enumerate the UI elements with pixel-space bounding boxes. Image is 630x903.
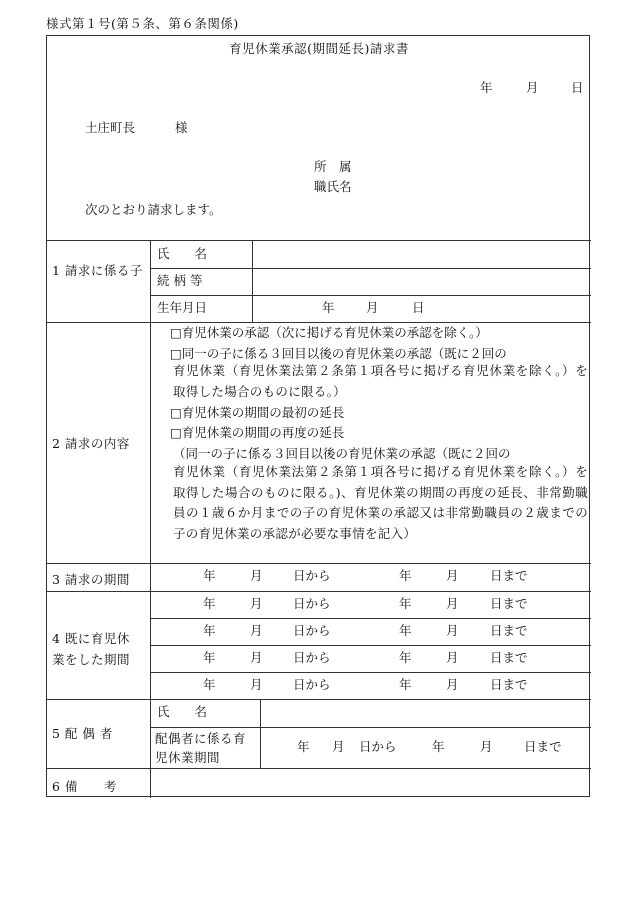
period-month: 月: [250, 568, 263, 583]
section-5-label: 5 配 偶 者: [52, 726, 113, 741]
spouse-period-year: 年: [432, 739, 445, 754]
child-name-label: 氏 名: [157, 246, 208, 261]
period-year: 年: [203, 568, 216, 583]
period-year: 年: [399, 623, 412, 638]
intro-text: 次のとおり請求します。: [85, 202, 222, 217]
period-from: 日から: [293, 677, 331, 692]
option-third-leave-approval[interactable]: □同一の子に係る３回目以後の育児休業の承認（既に２回の: [170, 346, 507, 361]
request-form: [46, 35, 590, 797]
child-relation-label: 続 柄 等: [157, 273, 203, 288]
section-3-label: 3 請求の期間: [52, 572, 130, 587]
section-6-label: 6 備 考: [52, 779, 117, 794]
period-year: 年: [399, 650, 412, 665]
spouse-period-to: 日まで: [524, 739, 562, 754]
section-1-label: 1 請求に係る子: [52, 263, 143, 278]
period-year: 年: [203, 650, 216, 665]
option-first-extension[interactable]: □育児休業の期間の最初の延長: [170, 405, 345, 420]
period-from: 日から: [293, 623, 331, 638]
spouse-period-month: 月: [480, 739, 493, 754]
spouse-period-year: 年: [297, 739, 310, 754]
period-to: 日まで: [490, 650, 528, 665]
period-month: 月: [446, 596, 459, 611]
date-day: 日: [571, 80, 584, 95]
period-to: 日まで: [490, 596, 528, 611]
period-month: 月: [446, 677, 459, 692]
period-to: 日まで: [490, 623, 528, 638]
period-month: 月: [446, 568, 459, 583]
date-month: 月: [526, 80, 539, 95]
period-month: 月: [446, 623, 459, 638]
form-title: 育児休業承認(期間延長)請求書: [229, 41, 409, 56]
spouse-period-from: 日から: [359, 739, 397, 754]
period-month: 月: [250, 623, 263, 638]
period-from: 日から: [293, 650, 331, 665]
period-month: 月: [250, 596, 263, 611]
section-4-label: 4 既に育児休業をした期間: [52, 631, 131, 667]
option-second-extension[interactable]: □育児休業の期間の再度の延長: [170, 425, 345, 440]
addressee-name: 土庄町長: [85, 120, 136, 135]
dob-year: 年: [322, 300, 335, 315]
option-leave-approval[interactable]: □育児休業の承認（次に掲げる育児休業の承認を除く。）: [170, 325, 488, 340]
addressee-honorific: 様: [175, 120, 188, 135]
period-year: 年: [399, 568, 412, 583]
dob-day: 日: [412, 300, 425, 315]
reason-note-line1: （同一の子に係る３回目以後の育児休業の承認（既に２回の: [173, 446, 511, 461]
period-year: 年: [399, 596, 412, 611]
child-dob-label: 生年月日: [157, 300, 208, 315]
period-year: 年: [399, 677, 412, 692]
period-to: 日まで: [490, 677, 528, 692]
official-name-label: 職氏名: [314, 179, 352, 194]
period-to: 日まで: [490, 568, 528, 583]
period-year: 年: [203, 596, 216, 611]
period-from: 日から: [293, 568, 331, 583]
form-number: 様式第１号(第５条、第６条関係): [46, 16, 239, 31]
date-year: 年: [480, 80, 493, 95]
period-year: 年: [203, 677, 216, 692]
period-year: 年: [203, 623, 216, 638]
dob-month: 月: [366, 300, 379, 315]
period-month: 月: [250, 650, 263, 665]
spouse-period-month: 月: [332, 739, 345, 754]
spouse-name-label: 氏 名: [157, 704, 208, 719]
spouse-period-label: 配偶者に係る育児休業期間: [155, 731, 247, 765]
period-month: 月: [250, 677, 263, 692]
period-from: 日から: [293, 596, 331, 611]
affiliation-label: 所 属: [314, 159, 352, 174]
section-2-label: 2 請求の内容: [52, 436, 130, 451]
option-third-leave-detail: 育児休業（育児休業法第２条第１項各号に掲げる育児休業を除く。）を取得した場合のものに限る。）: [173, 363, 588, 399]
reason-note-detail: 育児休業（育児休業法第２条第１項各号に掲げる育児休業を除く。）を取得した場合のものに限る。)、育児休業の期間の再度の延長、非常勤職員の１歳６か月までの子の育児休業の承認又は非常勤職員の２歳までの子の育児休業の承認が必要な事情を記入）: [173, 464, 588, 541]
period-month: 月: [446, 650, 459, 665]
